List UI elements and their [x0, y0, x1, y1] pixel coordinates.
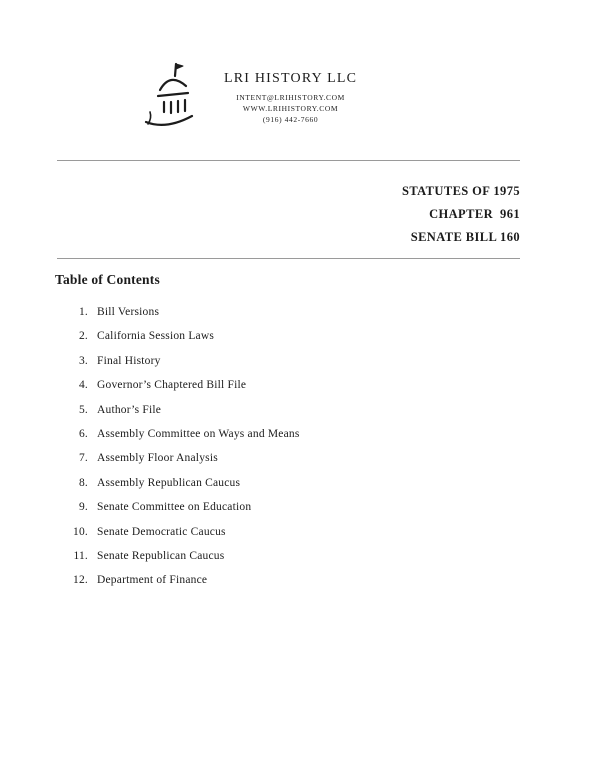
toc-item-number: 7. — [78, 452, 88, 465]
chapter-line: CHAPTER 961 — [429, 207, 520, 221]
toc-item-number: 8. — [78, 476, 88, 489]
toc-item-label: Final History — [97, 354, 161, 367]
statutes-line: STATUTES OF 1975 — [402, 184, 520, 198]
document-identification — [402, 180, 520, 249]
toc-item — [62, 428, 300, 452]
senate-bill-line: SENATE BILL 160 — [410, 230, 520, 244]
toc-item-label: Assembly Committee on Ways and Means — [97, 427, 300, 440]
toc-item-label: Assembly Floor Analysis — [97, 452, 218, 465]
toc-item — [62, 379, 300, 403]
toc-item — [62, 404, 300, 428]
toc-item-number: 3. — [78, 354, 88, 367]
toc-item — [62, 574, 300, 598]
toc-item — [62, 526, 300, 550]
letterhead — [140, 60, 357, 136]
toc-item-number: 4. — [78, 379, 88, 392]
toc-item-number: 5. — [78, 403, 88, 416]
divider-top — [57, 160, 520, 161]
toc-title: Table of Contents — [55, 272, 160, 287]
toc-item-number: 12. — [73, 574, 88, 587]
company-name: LRI HISTORY LLC — [224, 71, 358, 86]
toc-item-label: Senate Committee on Education — [97, 501, 252, 514]
toc-item-number: 9. — [78, 501, 88, 514]
toc-item-label: Senate Republican Caucus — [97, 549, 225, 562]
toc-item — [62, 550, 300, 574]
toc-item — [62, 306, 300, 330]
toc-item-number: 10. — [73, 525, 88, 538]
company-block — [224, 71, 357, 125]
toc-list — [62, 306, 300, 599]
toc-item-label: Author’s File — [97, 403, 162, 416]
company-email: INTENT@LRIHISTORY.COM — [236, 93, 345, 102]
toc-item-number: 2. — [78, 330, 88, 343]
toc-item-label: Bill Versions — [97, 306, 160, 318]
company-phone: (916) 442-7660 — [262, 115, 319, 124]
toc-item — [62, 330, 300, 354]
capitol-logo-icon — [140, 60, 202, 136]
toc-item-label: Assembly Republican Caucus — [97, 476, 241, 489]
toc-item-label: Department of Finance — [97, 574, 208, 587]
toc-item-number: 6. — [78, 427, 88, 440]
toc-item-number: 1. — [78, 306, 88, 318]
toc-item — [62, 452, 300, 476]
toc-item — [62, 501, 300, 525]
toc-item-label: California Session Laws — [97, 330, 215, 343]
divider-middle — [57, 258, 520, 259]
toc-item-number: 11. — [73, 549, 88, 562]
company-website: WWW.LRIHISTORY.COM — [242, 104, 339, 113]
toc-item-label: Governor’s Chaptered Bill File — [97, 379, 247, 392]
toc-item — [62, 477, 300, 501]
toc-item-label: Senate Democratic Caucus — [97, 525, 226, 538]
toc-item — [62, 355, 300, 379]
